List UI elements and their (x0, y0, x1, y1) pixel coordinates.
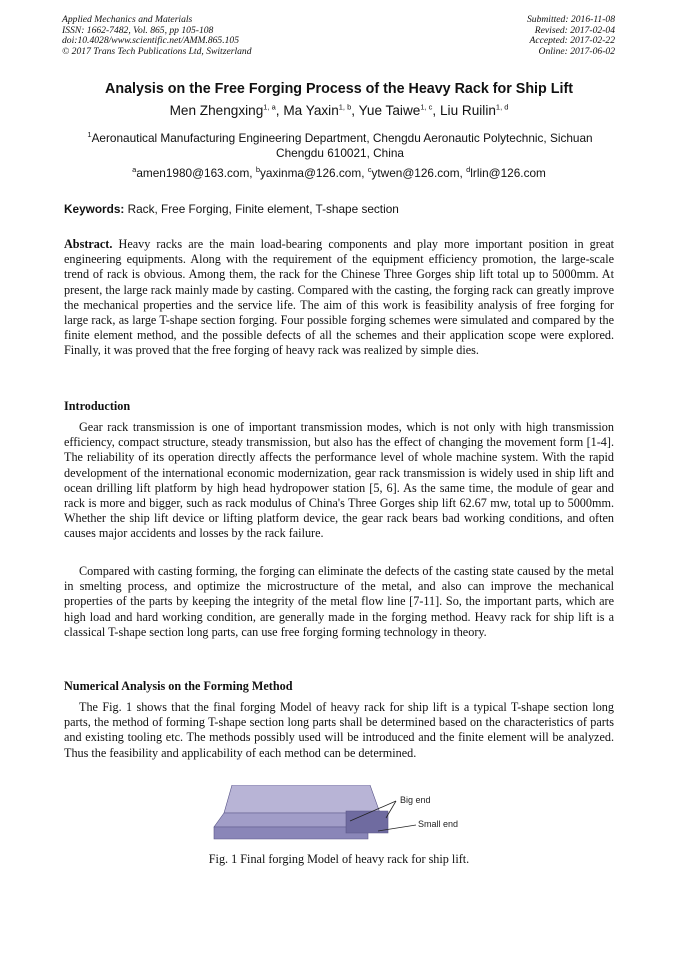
paper-title: Analysis on the Free Forging Process of the Heavy Rack for Ship Lift (105, 81, 573, 97)
author-superscript: 1, a (263, 102, 276, 112)
keywords-text: Rack, Free Forging, Finite element, T-shape section (127, 202, 399, 216)
journal-doi: doi:10.4028/www.scientific.net/AMM.865.105 (62, 35, 240, 47)
keywords (64, 202, 399, 216)
author-name: Liu Ruilin (439, 103, 496, 118)
email-superscript: a (132, 165, 137, 175)
author-list: Men Zhengxing$^{1, a}$, Ma Yaxin$^{1, b}$, Yue Taiwe$^{1, c}$, Liu Ruilin$^{1, d}$ (169, 102, 509, 118)
abstract-label: Abstract. (64, 237, 113, 251)
rack-model-illustration (200, 785, 480, 845)
author-name: Yue Taiwe (358, 103, 421, 118)
small-end-label: Small end (418, 819, 459, 829)
email-list: $^a$amen1980@163.com, $^b$yaxinma@126.com, $^c$ytwen@126.com, $^d$lrlin@126.com (132, 165, 546, 180)
author-name: Ma Yaxin (283, 103, 339, 118)
email-address: amen1980@163.com (136, 166, 250, 180)
affiliation (70, 131, 610, 161)
online-date: Online: 2017-06-02 (538, 45, 615, 57)
author-superscript: 1, d (495, 102, 509, 112)
submitted-date: Submitted: 2016-11-08 (526, 14, 615, 25)
email-address: yaxinma@126.com (260, 166, 362, 180)
author-superscript: 1, b (338, 102, 352, 112)
email-superscript: d (466, 165, 471, 175)
rack-front-face (214, 827, 368, 839)
affiliation-text: Aeronautical Manufacturing Engineering Department, Chengdu Aeronautic Polytechnic, Sichuan Chengdu 610021, China (91, 131, 593, 160)
big-end-label: Big end (400, 795, 431, 805)
email-superscript: b (255, 165, 261, 175)
introduction-paragraph-2: Compared with casting forming, the forging can eliminate the defects of the casting state caused by the metal in smelting process, and optimize the microstructure of the metal, and also can improve the mechanical properties of the parts by keeping the integrity of the metal flow line [7-11]. So, the important parts, which are high load and hard working condition, are generally made in the forging method. Heavy rack for ship lift is a classical T-shape section long parts, can use free forging forming technology in theory. (64, 564, 614, 639)
email-address: lrlin@126.com (470, 166, 546, 180)
rack-end-face (346, 811, 388, 833)
email-address: ytwen@126.com (371, 166, 460, 180)
journal-copyright: © 2017 Trans Tech Publications Ltd, Switzerland (62, 45, 252, 57)
abstract-text: Heavy racks are the main load-bearing components and play more important position in great engineering equipments. Along with the requirement of the equipment efficiency promotion, the large-scale trend of rack is obvious. Among them, the rack for the Chinese Three Gorges ship lift total up to 5000mm. At present, the large rack mainly made by casting. Compared with the casting, the forging rack can greatly improve the mechanical properties and the service life. The aim of this work is feasibility analysis of free forging for large rack, as large T-shape section forging. Four possible forging schemes were simulated and compared by the finite element method, and the possible defects of all the schemes and their application scope were explored. Finally, it was proved that the free forging of heavy rack was realized by simple dies. (64, 237, 615, 358)
keywords-label: Keywords: (64, 202, 125, 216)
email-superscript: c (367, 165, 372, 175)
numerical-analysis-paragraph: The Fig. 1 shows that the final forging Model of heavy rack for ship lift is a typical T-shape section long parts, the method of forming T-shape section long parts shall be determined based on the characteristics of parts and existing tooling etc. The methods possibly used will be introduced and the finite element will be analyzed. Thus the feasibility and applicability of each method can be determined. (64, 700, 614, 760)
journal-header-right (527, 15, 615, 57)
abstract-paragraph (64, 237, 614, 359)
journal-name: Applied Mechanics and Materials (62, 14, 193, 25)
revised-date: Revised: 2017-02-04 (534, 24, 615, 36)
journal-issn: ISSN: 1662-7482, Vol. 865, pp 105-108 (62, 24, 214, 36)
section-heading-numerical-analysis: Numerical Analysis on the Forming Method (64, 679, 293, 693)
section-heading-introduction: Introduction (64, 399, 131, 413)
author-name: Men Zhengxing (169, 103, 264, 118)
journal-header-left (62, 15, 252, 57)
accepted-date: Accepted: 2017-02-22 (529, 35, 615, 47)
rack-top-face (224, 785, 380, 813)
affiliation-superscript: 1 (87, 130, 92, 140)
author-superscript: 1, c (420, 102, 433, 112)
introduction-paragraph-1: Gear rack transmission is one of important transmission modes, which is not only with high transmission efficiency, compact structure, steady transmission, but also has the effect of changing the movement form [1-4]. The reliability of its operation directly affects the performance level of whole machine system. With the rapid development of the international economic modernization, gear rack transmission is widely used in ship lift and ocean drilling lift platform by high head hydropower station [5, 6]. As the same time, the module of gear and rack is more and bigger, such as rack modulus of China's Three Gorges ship lift 62.67 mw, total up to 5000mm. Whether the ship lift device or lifting platform device, the gear rack bears bad working conditions, and often causes major accidents and losses by the rack failure. (64, 420, 614, 541)
figure-1 (200, 785, 480, 845)
figure-caption: Fig. 1 Final forging Model of heavy rack for ship lift. (208, 852, 470, 866)
